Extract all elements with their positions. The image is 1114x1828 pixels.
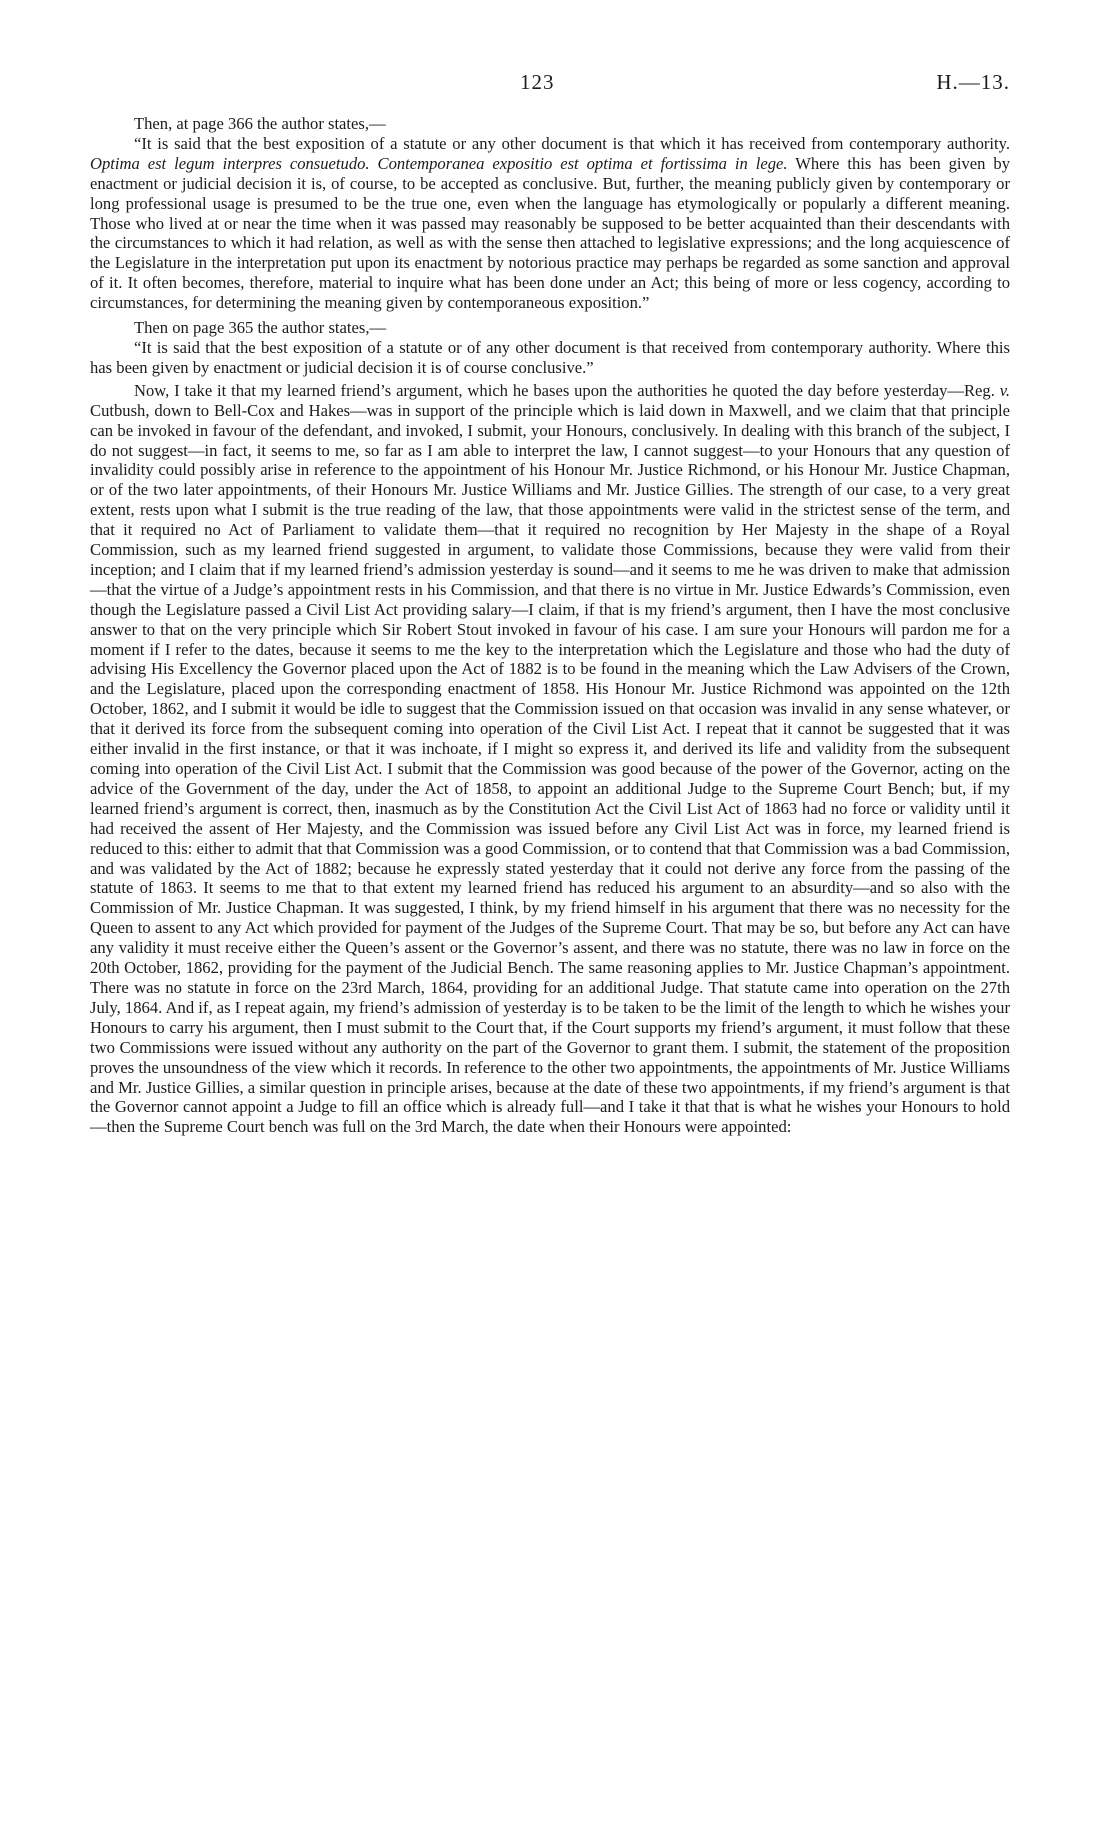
quote-text-start: “It is said that the best exposition of a statute or any other document is that which it has received from contemporary authority. bbox=[134, 133, 1010, 153]
quote-text-end: Where this has been given by enactment or judicial decision it is, of course, to be accepted as conclusive. But, further, the meaning publicly given by contemporary or long professional usage is presumed to be the true one, even when the language has etymologically or popularly a different meaning. Those who lived at or near the time when it was passed may reasonably be supposed to be better acquainted than their descendants with the circumstances to which it had relation, as well as with the sense then attached to legislative expressions; and the long acquiescence of the Legislature in the interpretation put upon its enactment by notorious practice may perhaps be regarded as some sanction and approval of it. It often becomes, therefore, material to inquire what has been done under an Act; this being of more or less cogency, according to circumstances, for determining the meaning given by contemporaneous exposition.” bbox=[90, 153, 1010, 313]
quotation-page-366 bbox=[90, 134, 1010, 313]
latin-maxims: Optima est legum interpres consuetudo. Contemporanea expositio est optima et fortissima in lege. bbox=[90, 153, 788, 173]
document-body bbox=[90, 114, 1010, 1137]
document-page bbox=[90, 0, 1010, 1828]
argument-text-start: Now, I take it that my learned friend’s argument, which he bases upon the authorities he quoted the day before yesterday—Reg. bbox=[134, 380, 1000, 400]
argument-paragraph bbox=[90, 381, 1010, 1137]
paragraph-intro-365: Then on page 365 the author states,— bbox=[134, 318, 387, 338]
paragraph-intro-366: Then, at page 366 the author states,— bbox=[134, 114, 386, 133]
versus-abbreviation: v. bbox=[999, 380, 1010, 400]
document-reference: H.—13. bbox=[936, 70, 1010, 94]
argument-text-end: Cutbush, down to Bell-Cox and Hakes—was in support of the principle which is laid down in Maxwell, and we claim that that principle can be invoked in favour of the defendant, and invoked, I submit, your Honours, conclusively. In dealing with this branch of the subject, I do not suggest—in fact, it seems to me, so far as I am able to interpret the law, I cannot suggest—to your Honours that any question of invalidity could possibly arise in reference to the appointment of his Honour Mr. Justice Richmond, or his Honour Mr. Justice Chapman, or of the two later appointments, of their Honours Mr. Justice Williams and Mr. Justice Gillies. The strength of our case, to a very great extent, rests upon what I submit is the true reading of the law, that those appointments were valid in the strictest sense of the term, and that it required no Act of Parliament to validate them—that it required no recognition by Her Majesty in the shape of a Royal Commission, such as my learned friend suggested in argument, to validate those Commissions, because they were valid from their inception; and I claim that if my learned friend’s admission yesterday is sound—and it seems to me he was driven to make that admission—that the virtue of a Judge’s appointment rests in his Commission, and that there is no virtue in Mr. Justice Edwards’s Commission, even though the Legislature passed a Civil List Act providing salary—I claim, if that is my friend’s argument, then I have the most conclusive answer to that on the very principle which Sir Robert Stout invoked in favour of his case. I am sure your Honours will pardon me for a moment if I refer to the dates, because it seems to me the key to the interpretation which the Legislature and those who had the duty of advising His Excellency the Governor placed upon the Act of 1882 is to be found in the meaning which the Law Advisers of the Crown, and the Legislature, placed upon the corresponding enactment of 1858. His Honour Mr. Justice Richmond was appointed on the 12th October, 1862, and I submit it would be idle to suggest that the Commission issued on that occasion was invalid in any sense whatever, or that it derived its force from the subsequent coming into operation of the Civil List Act. I repeat that it cannot be suggested that it was either invalid in the first instance, or that it was inchoate, if I might so express it, and derived its life and validity from the subsequent coming into operation of the Civil List Act. I submit that the Commission was good because of the power of the Governor, acting on the advice of the Government of the day, under the Act of 1858, to appoint an additional Judge to the Supreme Court Bench; but, if my learned friend’s argument is correct, then, inasmuch as by the Constitution Act the Civil List Act of 1863 had no force or validity until it had received the assent of Her Majesty, and the Commission was issued before any Civil List Act was in force, my learned friend is reduced to this: either to admit that that Commission was a good Commission, or to contend that that Commission was a bad Commission, and was validated by the Act of 1882; because he expressly stated yesterday that it could not derive any force from the passing of the statute of 1863. It seems to me that to that extent my learned friend has reduced his argument to an absurdity—and so also with the Commission of Mr. Justice Chapman. It was suggested, I think, by my friend himself in his argument that there was no necessity for the Queen to assent to any Act which provided for payment of the Judges of the Supreme Court. That may be so, but before any Act can have any validity it must receive either the Queen’s assent or the Governor’s assent, and there was no statute, there was no law in force on the 20th October, 1862, providing for the payment of the Judicial Bench. The same reasoning applies to Mr. Justice Chapman’s appointment. There was no statute in force on the 23rd March, 1864, providing for an additional Judge. That statute came into operation on the 27th July, 1864. And if, as I repeat again, my friend’s admission of yesterday is to be taken to be the limit of the length to which he wishes your Honours to carry his argument, then I must submit to the Court that, if the Court supports my friend’s argument, it must follow that these two Commissions were issued without any authority on the part of the Governor to grant them. I submit, the statement of the proposition proves the unsoundness of the view which it records. In reference to the other two appointments, the appointments of Mr. Justice Williams and Mr. Justice Gillies, a similar question in principle arises, because at the date of these two appointments, if my friend’s argument is that the Governor cannot appoint a Judge to fill an office which is already full—and I take it that that is what he wishes your Honours to hold—then the Supreme Court bench was full on the 3rd March, the date when their Honours were appointed: bbox=[90, 400, 1010, 1137]
page-number: 123 bbox=[520, 70, 555, 94]
quotation-page-365: “It is said that the best exposition of a statute or of any other document is that received from contemporary authority. Where this has been given by enactment or judicial decision it is of course conclusive.” bbox=[90, 337, 1010, 377]
